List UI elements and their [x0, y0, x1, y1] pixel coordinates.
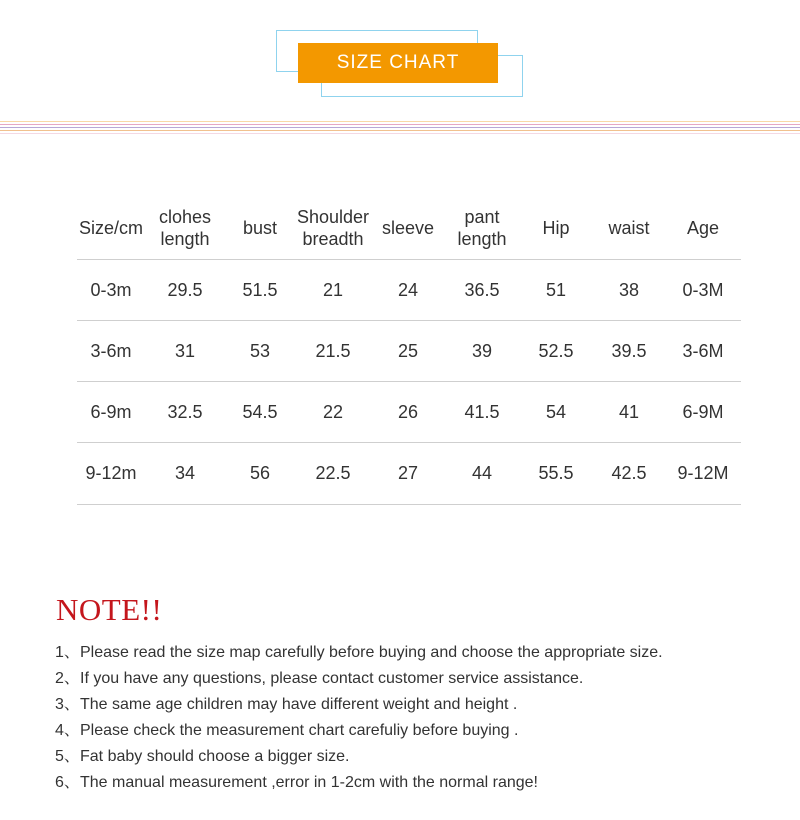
- decorative-stripes: [0, 121, 800, 136]
- table-cell: 53: [225, 321, 295, 382]
- column-header-text: bust: [242, 217, 278, 238]
- note-item-text: Please read the size map carefully before buying and choose the appropriate size.: [80, 644, 663, 661]
- table-cell: 34: [145, 443, 225, 505]
- column-header-text: Size/cm: [78, 217, 143, 238]
- table-cell: 22: [295, 382, 371, 443]
- table-cell: 44: [445, 443, 519, 505]
- column-header: [371, 196, 445, 260]
- column-header: [665, 196, 741, 260]
- table-cell: 51: [519, 260, 593, 321]
- table-cell: 39.5: [593, 321, 665, 382]
- note-item-text: The manual measurement ,error in 1-2cm with the normal range!: [80, 774, 538, 791]
- column-header: [445, 196, 519, 260]
- note-item-number: 1、: [55, 644, 80, 661]
- table-row: [77, 443, 741, 505]
- table-cell: 6-9m: [77, 382, 145, 443]
- table-cell: 41.5: [445, 382, 519, 443]
- note-item-number: 3、: [55, 696, 80, 713]
- column-header: [593, 196, 665, 260]
- column-header-text: length: [457, 228, 507, 249]
- table-cell: 32.5: [145, 382, 225, 443]
- column-header-text: pant: [464, 206, 500, 227]
- note-item: [55, 770, 663, 796]
- table-cell: 3-6M: [665, 321, 741, 382]
- column-header: [145, 196, 225, 260]
- column-header-text: Age: [686, 217, 720, 238]
- note-list: [55, 640, 663, 796]
- table-cell: 54: [519, 382, 593, 443]
- stripe-line: [0, 124, 800, 125]
- table-cell: 39: [445, 321, 519, 382]
- note-item: [55, 640, 663, 666]
- table-cell: 21.5: [295, 321, 371, 382]
- note-heading: NOTE!!: [56, 592, 163, 627]
- column-header-text: breadth: [302, 228, 364, 249]
- table-cell: 0-3M: [665, 260, 741, 321]
- table-cell: 22.5: [295, 443, 371, 505]
- table-cell: 6-9M: [665, 382, 741, 443]
- column-header-text: Hip: [542, 217, 570, 238]
- table-row: [77, 321, 741, 382]
- note-item-number: 5、: [55, 748, 80, 765]
- note-item: [55, 666, 663, 692]
- column-header-text: waist: [608, 217, 650, 238]
- stripe-line: [0, 133, 800, 134]
- table-cell: 38: [593, 260, 665, 321]
- note-item: [55, 692, 663, 718]
- table-body: [77, 260, 741, 505]
- stripe-line: [0, 121, 800, 122]
- note-item-text: Fat baby should choose a bigger size.: [80, 748, 350, 765]
- note-item-number: 2、: [55, 670, 80, 687]
- table-cell: 41: [593, 382, 665, 443]
- table-row: [77, 260, 741, 321]
- table-cell: 56: [225, 443, 295, 505]
- column-header-text: length: [160, 228, 210, 249]
- note-item-text: Please check the measurement chart carefuliy before buying .: [80, 722, 519, 739]
- column-header: [519, 196, 593, 260]
- stripe-line: [0, 127, 800, 128]
- column-header: [295, 196, 371, 260]
- table-cell: 27: [371, 443, 445, 505]
- table-cell: 24: [371, 260, 445, 321]
- note-item-number: 4、: [55, 722, 80, 739]
- note-item-text: The same age children may have different weight and height .: [80, 696, 518, 713]
- column-header-text: clohes: [158, 206, 212, 227]
- table-cell: 25: [371, 321, 445, 382]
- table-cell: 3-6m: [77, 321, 145, 382]
- table-row: [77, 382, 741, 443]
- note-item-number: 6、: [55, 774, 80, 791]
- table-cell: 21: [295, 260, 371, 321]
- table-cell: 29.5: [145, 260, 225, 321]
- table-header-row: [77, 196, 741, 260]
- table-cell: 42.5: [593, 443, 665, 505]
- column-header: [225, 196, 295, 260]
- table-cell: 26: [371, 382, 445, 443]
- table-cell: 9-12m: [77, 443, 145, 505]
- column-header-text: Shoulder: [296, 206, 370, 227]
- table-cell: 55.5: [519, 443, 593, 505]
- column-header: [77, 196, 145, 260]
- table-cell: 31: [145, 321, 225, 382]
- table-cell: 52.5: [519, 321, 593, 382]
- table-cell: 9-12M: [665, 443, 741, 505]
- note-item-text: If you have any questions, please contact customer service assistance.: [80, 670, 584, 687]
- column-header-text: sleeve: [381, 217, 435, 238]
- table-cell: 51.5: [225, 260, 295, 321]
- size-chart-title: SIZE CHART: [298, 43, 498, 83]
- note-item: [55, 744, 663, 770]
- note-item: [55, 718, 663, 744]
- size-chart-banner: [0, 0, 800, 100]
- stripe-line: [0, 130, 800, 131]
- size-table: [77, 196, 741, 505]
- table-cell: 54.5: [225, 382, 295, 443]
- table-cell: 36.5: [445, 260, 519, 321]
- table-cell: 0-3m: [77, 260, 145, 321]
